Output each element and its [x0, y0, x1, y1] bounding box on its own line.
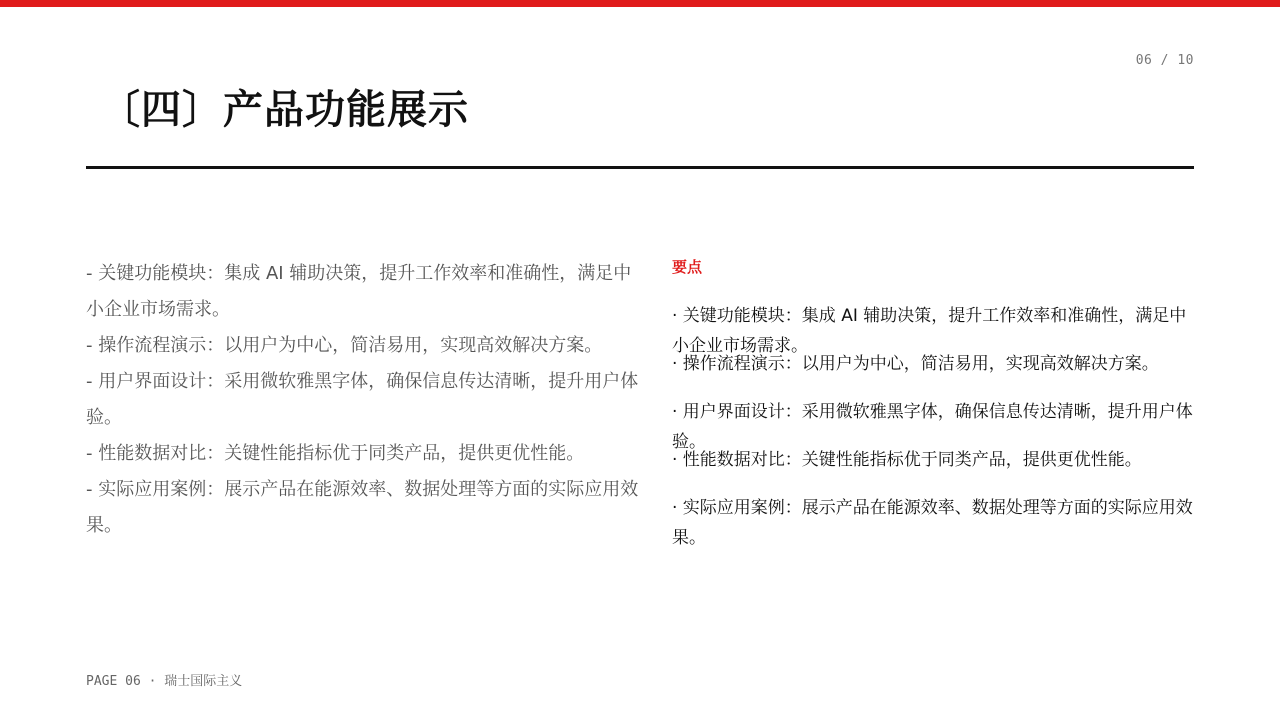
key-point-item: · 性能数据对比：关键性能指标优于同类产品，提供更优性能。 — [672, 450, 1142, 470]
feature-list — [86, 256, 646, 544]
page-indicator: 06 / 10 — [1135, 53, 1194, 68]
key-point-item: · 实际应用案例：展示产品在能源效率、数据处理等方面的实际应用效果。 — [672, 498, 1193, 548]
key-point-item: · 操作流程演示：以用户为中心，简洁易用，实现高效解决方案。 — [672, 354, 1159, 374]
list-item: - 实际应用案例：展示产品在能源效率、数据处理等方面的实际应用效果。 — [86, 479, 639, 536]
list-item: - 用户界面设计：采用微软雅黑字体，确保信息传达清晰，提升用户体验。 — [86, 371, 639, 428]
key-points-heading: 要点 — [672, 258, 703, 276]
key-point-item: · 用户界面设计：采用微软雅黑字体，确保信息传达清晰，提升用户体验。 — [672, 402, 1193, 452]
footer-brand: 瑞士国际主义 — [164, 674, 243, 689]
title-divider — [86, 166, 1194, 169]
page-title: 〔四〕产品功能展示 — [100, 87, 469, 133]
footer — [86, 670, 242, 689]
footer-page-label: PAGE 06 · — [86, 674, 165, 689]
list-item: - 关键功能模块：集成 AI 辅助决策，提升工作效率和准确性，满足中小企业市场需求。 — [86, 263, 632, 320]
key-point-item: · 关键功能模块：集成 AI 辅助决策，提升工作效率和准确性，满足中小企业市场需求。 — [672, 306, 1187, 356]
list-item: - 操作流程演示：以用户为中心，简洁易用，实现高效解决方案。 — [86, 335, 603, 356]
list-item: - 性能数据对比：关键性能指标优于同类产品，提供更优性能。 — [86, 443, 585, 464]
top-accent-bar — [0, 0, 1280, 7]
